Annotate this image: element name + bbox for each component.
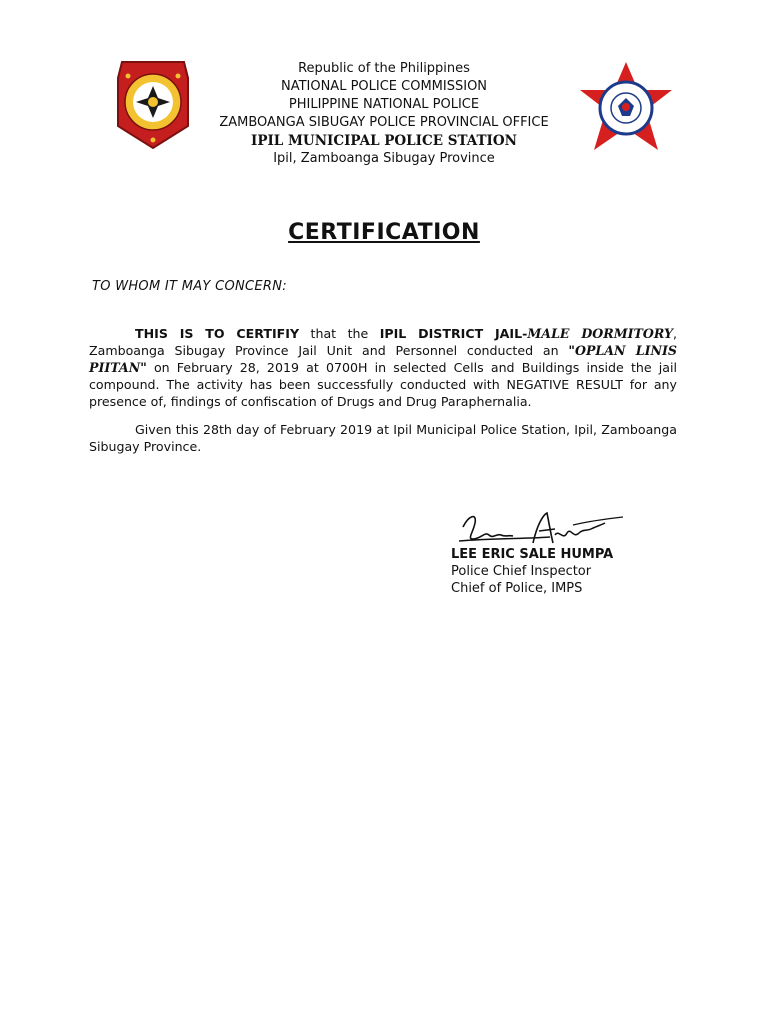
certification-paragraph: THIS IS TO CERTIFIY that the IPIL DISTRICT JAIL-MALE DORMITORY, Zamboanga Sibugay Province Jail Unit and Personnel conducted an "OPLAN LINIS PIITAN" on February 28, 2019 at 0700H in selected Cells and Buildings inside the jail compound. The activity has been successfully conducted with NEGATIVE RESULT for any presence of, findings of confiscation of Drugs and Drug Paraphernalia.	[89, 326, 677, 409]
header-line-republic: Republic of the Philippines	[298, 61, 470, 76]
header-station-name: IPIL MUNICIPAL POLICE STATION	[251, 133, 517, 149]
header-line-provincial-office: ZAMBOANGA SIBUGAY POLICE PROVINCIAL OFFICE	[219, 115, 549, 130]
given-paragraph: Given this 28th day of February 2019 at Ipil Municipal Police Station, Ipil, Zamboanga Sibugay Province.	[89, 422, 677, 454]
document-title: CERTIFICATION	[288, 220, 480, 245]
header-line-pnp: PHILIPPINE NATIONAL POLICE	[288, 97, 480, 112]
signatory-block	[451, 546, 613, 597]
jail-name: IPIL DISTRICT JAIL-	[379, 326, 528, 341]
operation-name: "OPLAN LINIS PIITAN"	[89, 343, 677, 375]
signatory-rank: Police Chief Inspector	[451, 564, 592, 579]
header-line-napolcom: NATIONAL POLICE COMMISSION	[280, 79, 488, 94]
letterhead	[0, 60, 768, 168]
signatory-position: Chief of Police, IMPS	[451, 581, 583, 596]
salutation: TO WHOM IT MAY CONCERN:	[92, 279, 287, 294]
header-address: Ipil, Zamboanga Sibugay Province	[273, 151, 495, 166]
signatory-name: LEE ERIC SALE HUMPA	[451, 547, 614, 562]
certify-lead: THIS IS TO CERTIFIY	[135, 326, 300, 341]
dormitory-name: MALE DORMITORY	[527, 326, 673, 341]
